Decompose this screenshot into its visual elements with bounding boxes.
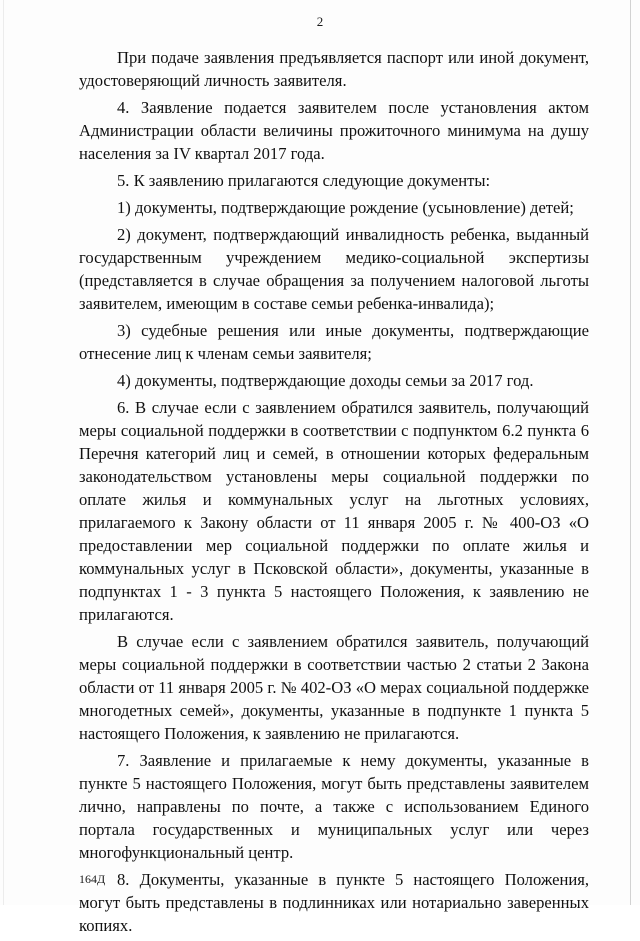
document-code: 164Д bbox=[79, 872, 106, 886]
paragraph-item-5-3: 3) судебные решения или иные документы, подтверждающие отнесение лиц к членам семьи заявителя; bbox=[79, 321, 589, 363]
paragraph-item-5-4: 4) документы, подтверждающие доходы семьи за 2017 год. bbox=[117, 371, 534, 390]
document-body bbox=[79, 46, 589, 941]
scan-edge-right bbox=[630, 0, 631, 905]
paragraph-item-6: 6. В случае если с заявлением обратился заявитель, получающий меры социальной поддержки в соответствии с подпунктом 6.2 пункта 6 Перечня категорий лиц и семей, в отношении которых федеральным законодательством установлены меры социальной поддержки по оплате жилья и коммунальных услуг на льготных условиях, прилагаемого к Закону области от 11 января 2005 г. № 400-ОЗ «О предоставлении мер социальной поддержки по оплате жилья и коммунальных услуг в Псковской области», документы, указанные в подпунктах 1 - 3 пункта 5 настоящего Положения, к заявлению не прилагаются. bbox=[79, 398, 589, 624]
paragraph-item-5-2: 2) документ, подтверждающий инвалидность ребенка, выданный государственным учреждением медико-социальной экспертизы (представляется в случае обращения за получением налоговой льготы заявителем, имеющим в составе семьи ребенка-инвалида); bbox=[79, 225, 589, 313]
paragraph-passport: При подаче заявления предъявляется паспорт или иной документ, удостоверяющий личность заявителя. bbox=[79, 48, 589, 90]
paragraph-item-4: 4. Заявление подается заявителем после установления актом Администрации области величины прожиточного минимума на душу населения за IV квартал 2017 года. bbox=[79, 98, 589, 163]
paragraph-item-5-1: 1) документы, подтверждающие рождение (усыновление) детей; bbox=[117, 198, 574, 217]
page-number: 2 bbox=[316, 14, 324, 29]
paragraph-item-7: 7. Заявление и прилагаемые к нему документы, указанные в пункте 5 настоящего Положения, могут быть представлены заявителем лично, направлены по почте, а также с использованием Единого портала государственных и муниципальных услуг или через многофункциональный центр. bbox=[79, 751, 589, 862]
paragraph-item-5: 5. К заявлению прилагаются следующие документы: bbox=[117, 171, 491, 190]
paragraph-item-6-second: В случае если с заявлением обратился заявитель, получающий меры социальной поддержки в соответствии частью 2 статьи 2 Закона области от 11 января 2005 г. № 402-ОЗ «О мерах социальной поддержке многодетных семей», документы, указанные в подпункте 1 пункта 5 настоящего Положения, к заявлению не прилагаются. bbox=[79, 632, 589, 743]
scan-edge-left bbox=[3, 0, 4, 905]
paragraph-item-8: 8. Документы, указанные в пункте 5 настоящего Положения, могут быть представлены в подлинниках или нотариально заверенных копиях. bbox=[79, 870, 589, 935]
